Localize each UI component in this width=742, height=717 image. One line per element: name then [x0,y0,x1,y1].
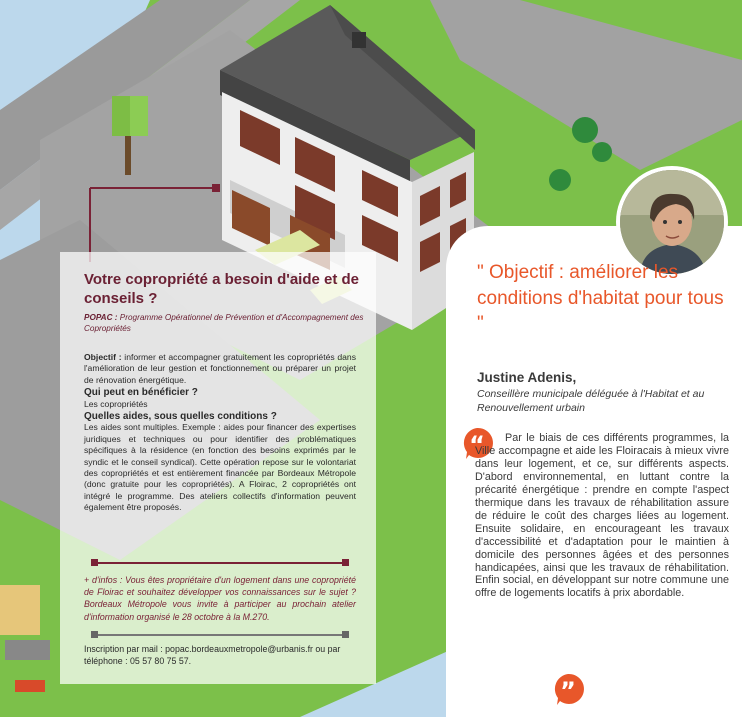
quote-body: Par le biais de ces différents programmes, la Ville accompagne et aide les Floiracais à mieux vivre dans leur logement, et ce, sur différents aspects. D'abord environnemental, en luttant contre la précarité énergétique : prendre en compte l'aspect thermique dans les travaux de réhabilitation assure de réduire le coût des charges liées au logement. Ensuite solidaire, en encourageant les travaux d'accessibilité et d'adaptation pour le maintien à domicile des personnes âgées et des personnes handicapées, ainsi que les travaux de réhabilitation. Enfin social, en développant sur notre commune une offre de logements locatifs à prix abordable. [475,432,729,600]
objectif-label: Objectif : [84,352,122,362]
qui-text: Les copropriétés [84,398,148,409]
quote-close-icon [551,672,585,706]
contact-paragraph: Inscription par mail : popac.bordeauxmetropole@urbanis.fr ou par téléphone : 05 57 80 75 57. [84,644,341,667]
aides-heading: Quelles aides, sous quelles conditions ? [84,411,277,423]
divider-top [94,562,346,564]
objectif-text: informer et accompagner gratuitement les copropriétés dans l'amélioration de leur gestion et fonctionnement ou préparer un projet de rénovation énergétique. [84,352,357,385]
portrait-image [620,170,724,274]
objectif-paragraph [84,352,356,386]
author-role: Conseillère municipale déléguée à l'Habitat et au Renouvellement urbain [477,388,705,414]
popac-fullname: Programme Opérationnel de Prévention et d'Accompagnement des Copropriétés [84,313,364,333]
aides-text: Les aides sont multiples. Exemple : aides pour financer des expertises juridiques et techniques ou pour identifier des problématiques spécifiques à la résidence (en fonction des besoins exprimés par le syndic et le conseil syndical). Cette opération repose sur le volontariat des copropriétés et est entièrement financée par Bordeaux Métropole (donc gratuite pour les copropriétés). A Floirac, 2 copropriétés ont intégré le programme. Des ateliers collectifs d'information peuvent également être proposés. [84,422,356,513]
popac-abbr: POPAC : [84,313,118,322]
author-name: Justine Adenis, [477,370,577,385]
quote-open-glyph: “ [469,431,485,459]
infos-paragraph: + d'infos : Vous êtes propriétaire d'un logement dans une copropriété de Floirac et souhaitez développer vos connaissances sur le sujet ? Bordeaux Métropole vous invite à participer au prochain atelier d'information organisé le 28 octobre à la M.270. [84,575,356,622]
quote-title: " Objectif : améliorer les conditions d'habitat pour tous " [477,262,724,334]
qui-heading: Qui peut en bénéficier ? [84,387,198,399]
divider-bottom [94,634,346,636]
info-panel-title: Votre copropriété a besoin d'aide et de conseils ? [84,271,360,307]
info-panel-subtitle [84,313,368,334]
quote-text [475,432,729,600]
info-panel-body [84,352,356,514]
quote-close-glyph: ” [560,677,576,705]
